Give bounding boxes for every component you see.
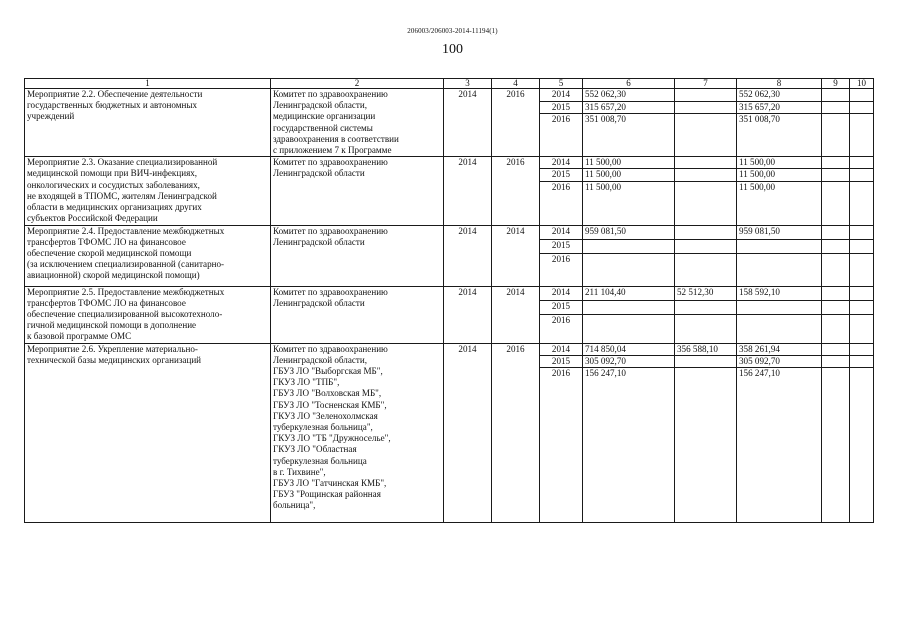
responsible-line: ГКУЗ ЛО "Зеленохолмская [273,410,378,421]
column-header-10: 10 [850,79,874,89]
total-amount: 552 062,30 [583,89,675,102]
regional-amount [737,315,822,343]
responsible-line: туберкулезная больница", [273,422,373,433]
description-line: обеспечение скорой медицинской помощи [27,248,192,259]
responsible-line: с приложением 7 к Программе [273,145,392,156]
financing-table [24,78,874,523]
federal-amount [675,253,737,286]
total-amount: 714 850,04 [583,343,675,355]
federal-amount [675,315,737,343]
column-10-amount [850,355,874,367]
measure-description [25,89,271,157]
table-row [25,89,874,102]
financing-year: 2016 [540,315,583,343]
description-line: учреждений [27,111,75,122]
total-amount: 351 008,70 [583,114,675,157]
total-amount: 305 092,70 [583,355,675,367]
responsible-executor [271,157,444,225]
federal-amount [675,225,737,239]
column-9-amount [822,157,850,169]
federal-amount [675,114,737,157]
federal-amount: 356 588,10 [675,343,737,355]
regional-amount: 552 062,30 [737,89,822,102]
description-line: авиационной) скорой медицинской помощи) [27,270,200,281]
regional-amount: 351 008,70 [737,114,822,157]
column-10-amount [850,225,874,239]
column-number-row [25,79,874,89]
financing-year: 2015 [540,169,583,181]
total-amount [583,239,675,253]
financing-year: 2015 [540,355,583,367]
column-10-amount [850,343,874,355]
responsible-line: Ленинградской области, [273,354,368,365]
column-header-4: 4 [492,79,540,89]
financing-year: 2014 [540,286,583,300]
responsible-line: Комитет по здравоохранению [273,157,388,168]
description-line: обеспечение специализированной высокотехноло- [27,309,223,320]
responsible-line: ГКУЗ ЛО "Областная [273,444,357,455]
column-header-8: 8 [737,79,822,89]
column-10-amount [850,101,874,114]
column-header-3: 3 [444,79,492,89]
financing-year: 2014 [540,157,583,169]
start-year: 2014 [444,157,492,225]
responsible-line: ГБУЗ ЛО "Волховская МБ", [273,388,382,399]
description-line: государственных бюджетных и автономных [27,100,198,111]
column-9-amount [822,343,850,355]
column-header-2: 2 [271,79,444,89]
financing-year: 2016 [540,181,583,225]
start-year: 2014 [444,89,492,157]
total-amount: 11 500,00 [583,157,675,169]
financing-year: 2015 [540,101,583,114]
table-body [25,89,874,523]
column-9-amount [822,225,850,239]
description-line: субъектов Российской Федерации [27,213,158,224]
column-9-amount [822,355,850,367]
responsible-line: Комитет по здравоохранению [273,89,388,99]
column-9-amount [822,169,850,181]
column-9-amount [822,286,850,300]
description-line: не входящей в ТПОМС, жителям Ленинградской [27,190,217,201]
column-10-amount [850,169,874,181]
end-year: 2016 [492,89,540,157]
responsible-line: медицинские организации [273,111,376,122]
column-9-amount [822,101,850,114]
total-amount [583,300,675,314]
column-10-amount [850,239,874,253]
start-year: 2014 [444,286,492,343]
total-amount: 11 500,00 [583,169,675,181]
column-9-amount [822,368,850,523]
column-10-amount [850,89,874,102]
end-year: 2014 [492,286,540,343]
total-amount: 959 081,50 [583,225,675,239]
description-line: Мероприятие 2.6. Укрепление материально- [27,343,198,354]
column-header-1: 1 [25,79,271,89]
regional-amount: 11 500,00 [737,181,822,225]
description-line: области в медицинских организациях других [27,202,202,213]
column-9-amount [822,253,850,286]
financing-year: 2014 [540,89,583,102]
description-line: трансфертов ТФОМС ЛО на финансовое [27,297,186,308]
column-10-amount [850,300,874,314]
table-row [25,157,874,169]
column-10-amount [850,157,874,169]
measure-description [25,225,271,286]
responsible-line: ГКУЗ ЛО "ТБ "Дружноселье", [273,433,391,444]
federal-amount [675,300,737,314]
responsible-line: Ленинградской области [273,168,365,179]
description-line: Мероприятие 2.5. Предоставление межбюджетных [27,286,225,297]
column-9-amount [822,315,850,343]
regional-amount: 156 247,10 [737,368,822,523]
responsible-line: Ленинградской области [273,236,365,247]
total-amount: 156 247,10 [583,368,675,523]
column-header-5: 5 [540,79,583,89]
column-header-7: 7 [675,79,737,89]
description-line: (за исключением специализированной (санитарно- [27,259,225,270]
responsible-executor [271,343,444,522]
column-10-amount [850,368,874,523]
regional-amount [737,239,822,253]
federal-amount [675,368,737,523]
regional-amount: 959 081,50 [737,225,822,239]
responsible-line: туберкулезная больница [273,455,367,466]
description-line: к базовой программе ОМС [27,331,132,342]
table-row [25,343,874,355]
total-amount [583,253,675,286]
responsible-line: Комитет по здравоохранению [273,343,388,354]
column-10-amount [850,181,874,225]
column-10-amount [850,253,874,286]
financing-year: 2015 [540,239,583,253]
responsible-line: ГБУЗ "Рощинская районная [273,489,381,500]
end-year: 2014 [492,225,540,286]
total-amount: 315 657,20 [583,101,675,114]
federal-amount [675,89,737,102]
responsible-line: ГКУЗ ЛО "ТПБ", [273,377,340,388]
responsible-line: государственной системы [273,122,373,133]
responsible-executor [271,225,444,286]
regional-amount: 315 657,20 [737,101,822,114]
responsible-executor [271,286,444,343]
federal-amount [675,101,737,114]
responsible-line: в г. Тихвине", [273,466,326,477]
page-number: 100 [442,42,463,57]
regional-amount: 358 261,94 [737,343,822,355]
measure-description [25,157,271,225]
regional-amount: 305 092,70 [737,355,822,367]
financing-year: 2016 [540,253,583,286]
responsible-line: ГБУЗ ЛО "Выборгская МБ", [273,366,383,377]
total-amount [583,315,675,343]
description-line: Мероприятие 2.3. Оказание специализированной [27,157,218,168]
responsible-line: ГБУЗ ЛО "Тосненская КМБ", [273,399,387,410]
description-line: гичной медицинской помощи в дополнение [27,320,197,331]
column-9-amount [822,239,850,253]
federal-amount [675,239,737,253]
regional-amount [737,253,822,286]
financing-year: 2014 [540,225,583,239]
financing-year: 2016 [540,368,583,523]
table-row [25,286,874,300]
description-line: онкологических и сосудистых заболеваниях, [27,179,200,190]
column-header-6: 6 [583,79,675,89]
column-9-amount [822,181,850,225]
document-code: 206003/206003-2014-11194(1) [407,27,498,35]
federal-amount [675,169,737,181]
start-year: 2014 [444,343,492,522]
column-10-amount [850,315,874,343]
description-line: трансфертов ТФОМС ЛО на финансовое [27,236,186,247]
total-amount: 211 104,40 [583,286,675,300]
total-amount: 11 500,00 [583,181,675,225]
responsible-line: Комитет по здравоохранению [273,225,388,236]
column-header-9: 9 [822,79,850,89]
financing-year: 2016 [540,114,583,157]
financing-year: 2015 [540,300,583,314]
description-line: технической базы медицинских организаций [27,354,202,365]
description-line: Мероприятие 2.2. Обеспечение деятельности [27,89,203,99]
column-9-amount [822,300,850,314]
end-year: 2016 [492,343,540,522]
regional-amount [737,300,822,314]
federal-amount [675,157,737,169]
end-year: 2016 [492,157,540,225]
responsible-line: Комитет по здравоохранению [273,286,388,297]
federal-amount [675,181,737,225]
responsible-line: здравоохранения в соответствии [273,133,399,144]
regional-amount: 11 500,00 [737,169,822,181]
table-row [25,225,874,239]
measure-description [25,286,271,343]
start-year: 2014 [444,225,492,286]
regional-amount: 11 500,00 [737,157,822,169]
description-line: медицинской помощи при ВИЧ-инфекциях, [27,168,198,179]
column-10-amount [850,114,874,157]
financing-year: 2014 [540,343,583,355]
column-10-amount [850,286,874,300]
federal-amount: 52 512,30 [675,286,737,300]
responsible-line: Ленинградской области [273,297,365,308]
responsible-line: Ленинградской области, [273,100,368,111]
measure-description [25,343,271,522]
responsible-executor [271,89,444,157]
responsible-line: больница", [273,500,316,511]
description-line: Мероприятие 2.4. Предоставление межбюджетных [27,225,225,236]
column-9-amount [822,89,850,102]
responsible-line: ГБУЗ ЛО "Гатчинская КМБ", [273,478,387,489]
column-9-amount [822,114,850,157]
regional-amount: 158 592,10 [737,286,822,300]
federal-amount [675,355,737,367]
